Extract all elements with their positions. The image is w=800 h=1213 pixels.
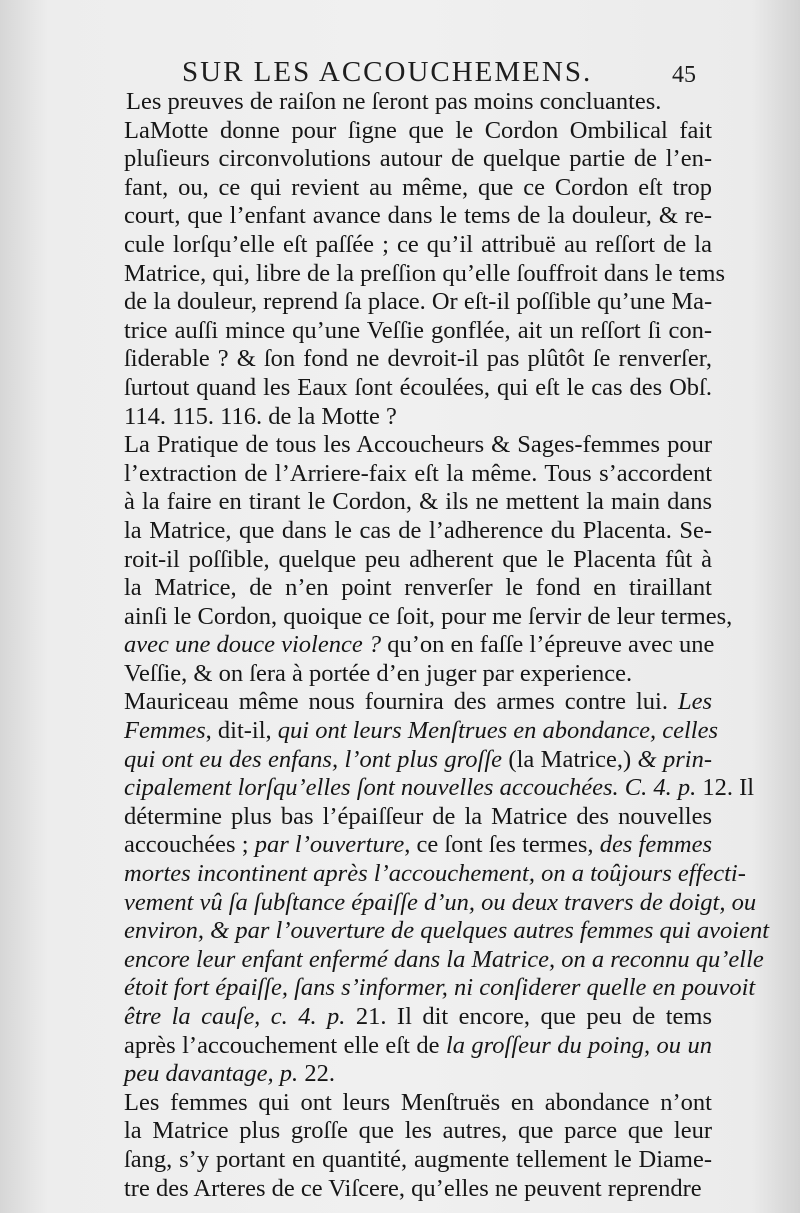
italic-text: environ, & par l’ouverture de quelques autres femmes qui avoient — [124, 917, 770, 945]
text-line — [100, 317, 712, 346]
text-line — [100, 202, 712, 231]
text-segment: 114. 115. 116. de la Motte ? — [124, 402, 397, 430]
text-line — [100, 574, 712, 603]
text-segment: la Matrice, que dans le cas de l’adherence du Placenta. Se- — [124, 516, 712, 544]
italic-text: étoit fort épaiſſe, ſans s’informer, ni conſiderer quelle en pouvoit — [124, 974, 756, 1002]
italic-text: Les — [677, 688, 712, 716]
text-line — [100, 546, 712, 575]
text-line — [100, 374, 712, 403]
text-line — [100, 1003, 712, 1032]
text-line — [100, 259, 725, 289]
italic-text: la groſſeur du poing, ou un — [445, 1031, 712, 1059]
text-line — [100, 631, 715, 660]
italic-text: & prin- — [637, 745, 713, 773]
text-line — [100, 1175, 712, 1204]
paragraph — [100, 88, 712, 117]
text-line — [100, 488, 712, 517]
text-segment: 21. Il dit encore, que peu de tems — [345, 1003, 712, 1030]
text-line — [100, 117, 712, 146]
text-line — [100, 917, 770, 946]
text-line — [100, 717, 719, 746]
text-line — [100, 431, 712, 460]
text-segment: la Matrice, de n’en point renverſer le fond en tiraillant — [124, 574, 712, 602]
text-line — [100, 517, 712, 546]
text-segment: La Pratique de tous les Accoucheurs & Sages-femmes pour — [124, 431, 712, 459]
paragraph — [100, 1089, 712, 1203]
text-line — [100, 88, 712, 117]
text-line — [100, 688, 712, 717]
text-segment: 12. Il — [696, 774, 755, 802]
text-segment: 22. — [298, 1060, 335, 1088]
text-line — [100, 831, 712, 860]
text-line — [100, 974, 756, 1003]
text-segment: accouchées ; — [124, 831, 255, 859]
text-segment: , dit-il, — [205, 717, 278, 745]
text-line — [100, 1146, 712, 1175]
text-segment: la Matrice plus groſſe que les autres, que parce que leur — [124, 1117, 712, 1145]
running-head: SUR LES ACCOUCHEMENS. — [182, 56, 593, 88]
text-segment: cule lorſqu’elle eſt paſſée ; ce qu’il attribuë au reſſort de la — [124, 230, 712, 258]
italic-text: qui ont leurs Menſtrues en abondance, celles — [277, 717, 719, 745]
text-line — [100, 803, 712, 832]
text-line — [100, 945, 764, 975]
text-segment: ſang, s’y portant en quantité, augmente tellement le Diame- — [124, 1145, 712, 1173]
text-line — [100, 1089, 712, 1118]
italic-text: Femmes — [124, 717, 206, 745]
text-segment: l’extraction de l’Arriere-faix eſt la même. Tous s’accordent — [124, 459, 712, 487]
italic-text: être la cauſe, c. 4. p. — [124, 1003, 346, 1030]
paragraph — [100, 116, 725, 432]
italic-text: vement vû ſa ſubſtance épaiſſe d’un, ou deux travers de doigt, ou — [124, 888, 757, 916]
text-line — [100, 1060, 712, 1089]
text-segment: , ce ſont ſes termes, — [404, 831, 600, 859]
page-number: 45 — [672, 62, 696, 88]
italic-text: mortes incontinent après l’accouchement, on a toûjours effecti- — [124, 860, 746, 888]
text-segment: trice auſſi mince qu’une Veſſie gonflée, ait un reſſort ſi con- — [124, 316, 712, 344]
text-segment: ſiderable ? & ſon fond ne devroit-il pas plûtôt ſe renverſer, — [124, 345, 712, 373]
italic-text: peu davantage, p. — [124, 1060, 299, 1088]
text-line — [100, 860, 746, 889]
text-segment: qu’on en faſſe l’épreuve avec une — [381, 631, 715, 659]
text-segment: Matrice, qui, libre de la preſſion qu’elle ſouffroit dans le tems — [124, 259, 725, 287]
text-line — [100, 1117, 712, 1146]
italic-text: cipalement lorſqu’elles ſont nouvelles accouchées. C. 4. p. — [124, 774, 697, 802]
paragraph — [100, 688, 770, 1088]
text-segment: tre des Arteres de ce Viſcere, qu’elles ne peuvent reprendre — [124, 1174, 702, 1202]
text-line — [100, 460, 712, 489]
text-line — [100, 660, 712, 689]
text-segment: LaMotte donne pour ſigne que le Cordon Ombilical fait — [124, 116, 712, 144]
text-line — [100, 145, 712, 174]
text-segment: Mauriceau même nous fournira des armes contre lui. — [124, 688, 678, 716]
text-line — [100, 288, 712, 317]
text-segment: détermine plus bas l’épaiſſeur de la Matrice des nouvelles — [124, 802, 712, 830]
text-line — [100, 231, 712, 260]
italic-text: avec une douce violence ? — [124, 631, 382, 659]
text-line — [100, 888, 757, 918]
italic-text: encore leur enfant enfermé dans la Matrice, on a reconnu qu’elle — [124, 945, 764, 973]
paragraph — [100, 431, 733, 688]
text-segment: de la douleur, reprend ſa place. Or eſt-il poſſible qu’une Ma- — [124, 288, 713, 316]
italic-text: des femmes — [599, 831, 712, 859]
italic-text: par l’ouverture — [254, 831, 405, 859]
text-segment: pluſieurs circonvolutions autour de quelque partie de l’en- — [124, 145, 712, 173]
text-segment: roit-il poſſible, quelque peu adherent que le Placenta fût à — [124, 545, 712, 573]
text-segment: ſurtout quand les Eaux ſont écoulées, qui eſt le cas des Obſ. — [124, 373, 712, 401]
text-segment: Veſſie, & on ſera à portée d’en juger par experience. — [124, 659, 633, 687]
text-segment: Les preuves de raiſon ne ſeront pas moins concluantes. — [126, 88, 662, 115]
text-line — [100, 746, 712, 775]
text-line — [100, 345, 712, 374]
text-line — [100, 403, 712, 432]
text-line — [100, 1032, 712, 1061]
text-segment: ainſi le Cordon, quoique ce ſoit, pour me ſervir de leur termes, — [124, 602, 733, 630]
text-line — [100, 602, 733, 632]
text-segment: court, que l’enfant avance dans le tems de la douleur, & re- — [124, 202, 712, 230]
text-segment: Les femmes qui ont leurs Menſtruës en abondance n’ont — [124, 1088, 712, 1116]
text-segment: (la Matrice,) — [502, 745, 638, 773]
text-segment: après l’accouchement elle eſt de — [124, 1031, 446, 1059]
body-text — [100, 88, 770, 1203]
text-line — [100, 174, 712, 203]
text-segment: fant, ou, ce qui revient au même, que ce Cordon eſt trop — [124, 173, 712, 201]
text-line — [100, 774, 755, 803]
italic-text: qui ont eu des enfans, l’ont plus groſſe — [124, 745, 503, 773]
text-segment: à la faire en tirant le Cordon, & ils ne mettent la main dans — [124, 488, 712, 516]
